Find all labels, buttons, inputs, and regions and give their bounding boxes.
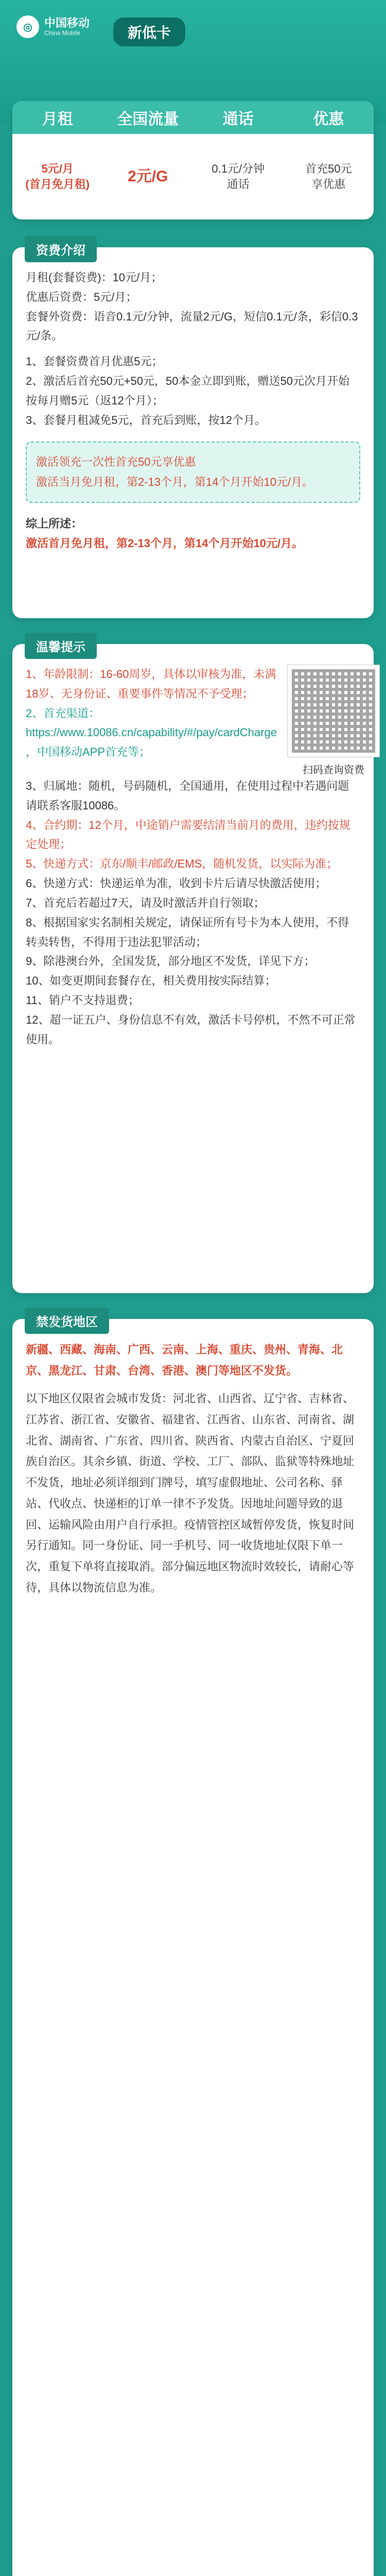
brand-name: 中国移动 <box>44 16 90 30</box>
summary-text: 激活首月免月租，第2-13个月，第14个月开始10元/月。 <box>26 536 304 550</box>
areas-intro: 新疆、西藏、海南、广西、云南、上海、重庆、贵州、青海、北京、黑龙江、甘肃、台湾、香港、澳门等地区不发货。 <box>26 1343 343 1377</box>
tip-line-11: 11、销户不支持退费； <box>26 994 139 1007</box>
tip-line-2: 2、首充渠道：https://www.10086.cn/capability/#/pay/cardCharge ，中国移动APP首充等； <box>26 706 277 759</box>
tip-line-6: 6、快递方式：快递运单为准，收到卡片后请尽快激活使用； <box>26 877 327 890</box>
tip-line-8: 8、根据国家实名制相关规定，请保证所有号卡为本人使用，不得转卖转售，不得用于违法犯罪活动； <box>26 916 349 948</box>
plan-month-text: 5元/月 (首月免月租) <box>25 162 90 191</box>
intro-line-1: 月租(套餐资费)：10元/月； <box>26 271 163 284</box>
plan-header-row <box>12 101 374 134</box>
areas-text: 以下地区仅限省会城市发货：河北省、山西省、辽宁省、吉林省、江苏省、浙江省、安徽省、福建省、江西省、山东省、河南省、湖北省、湖南省、广东省、四川省、陕西省、内蒙古自治区、宁夏回族自治区。其余乡镇、街道、学校、工厂、部队、监狱等特殊地址不发货，地址必须详细到门牌号，填写虚假地址、公司名称、驿站、代收点、快递柜的订单一律不予发货。因地址问题导致的退回、运输风险由用户自行承担。疫情管控区域暂停发货，恢复时间另行通知。同一身份证、同一手机号、同一收货地址仅限下单一次，重复下单将直接取消。部分偏远地区物流时效较长，请耐心等待，具体以物流信息为准。 <box>26 1392 355 1594</box>
intro-card <box>12 244 374 618</box>
plan-header-offer: 优惠 <box>313 111 344 128</box>
brand-logo <box>16 15 90 38</box>
areas-card <box>12 1315 374 2576</box>
plan-call-text: 0.1元/分钟 通话 <box>212 162 265 191</box>
areas-tag: 禁发货地区 <box>25 1308 109 1334</box>
promo-box <box>26 442 360 503</box>
tip-line-4: 4、合约期：12个月，中途销户需要结清当前月的费用，违约按规定处理； <box>26 818 350 851</box>
plan-value-call <box>193 134 284 219</box>
intro-line-4: 1、套餐资费首月优惠5元； <box>26 355 163 368</box>
tip-line-10: 10、如变更期间套餐存在，相关费用按实际结算； <box>26 974 276 988</box>
tip-line-3: 3、归属地：随机，号码随机，全国通用，在使用过程中若遇问题请联系客服10086。 <box>26 779 349 812</box>
intro-line-6: 3、套餐月租减免5元，首充后到账，按12个月。 <box>26 413 266 427</box>
plan-offer-text: 首充50元 享优惠 <box>305 162 352 191</box>
plan-summary-table <box>12 101 374 219</box>
summary-title: 综上所述： <box>26 517 83 530</box>
plan-header-month: 月租 <box>42 111 73 128</box>
plan-data-text: 2元/G <box>128 167 168 185</box>
tip-line-12: 12、超一证五户、身份信息不有效，激活卡号停机，不然不可正常使用。 <box>26 1013 356 1046</box>
tip-line-9: 9、除港澳台外，全国发货，部分地区不发货，详见下方； <box>26 955 315 968</box>
intro-line-5: 2、激活后首充50元+50元，50本金立即到账，赠送50元次月开始按每月赠5元（返12个月）； <box>26 375 349 407</box>
plan-header-call: 通话 <box>222 111 254 128</box>
qr-code-icon <box>287 665 380 757</box>
plan-header-data: 全国流量 <box>117 111 179 128</box>
tips-card <box>12 640 374 1293</box>
card-title-badge: 新低卡 <box>113 18 185 46</box>
plan-value-month <box>12 134 103 219</box>
qr-caption: 扫码查询资费 <box>302 765 364 776</box>
tip-line-7: 7、首充后若超过7天，请及时激活并自行领取； <box>26 896 265 909</box>
promo-line-2: 激活当月免月租，第2-13个月，第14个月开始10元/月。 <box>36 476 314 489</box>
intro-tag: 资费介绍 <box>25 236 97 262</box>
intro-line-3: 套餐外资费：语音0.1元/分钟，流量2元/G，短信0.1元/条，彩信0.3元/条。 <box>26 310 358 343</box>
tip-line-5: 5、快递方式：京东/顺丰/邮政/EMS，随机发货，以实际为准； <box>26 857 338 871</box>
brand-name-sub: China Mobile <box>44 29 81 37</box>
promo-line-1: 激活领充一次性首充50元享优惠 <box>36 455 196 468</box>
plan-value-offer <box>284 134 374 219</box>
intro-line-2: 优惠后资费：5元/月； <box>26 290 137 303</box>
plan-value-row <box>12 134 374 219</box>
tips-tag: 温馨提示 <box>25 633 97 659</box>
china-mobile-icon: ◎ <box>16 15 39 38</box>
plan-value-data <box>103 134 194 219</box>
tip-line-1: 1、年龄限制：16-60周岁，具体以审核为准，未满18岁、无身份证、重要事件等情况不予受理； <box>26 668 276 700</box>
